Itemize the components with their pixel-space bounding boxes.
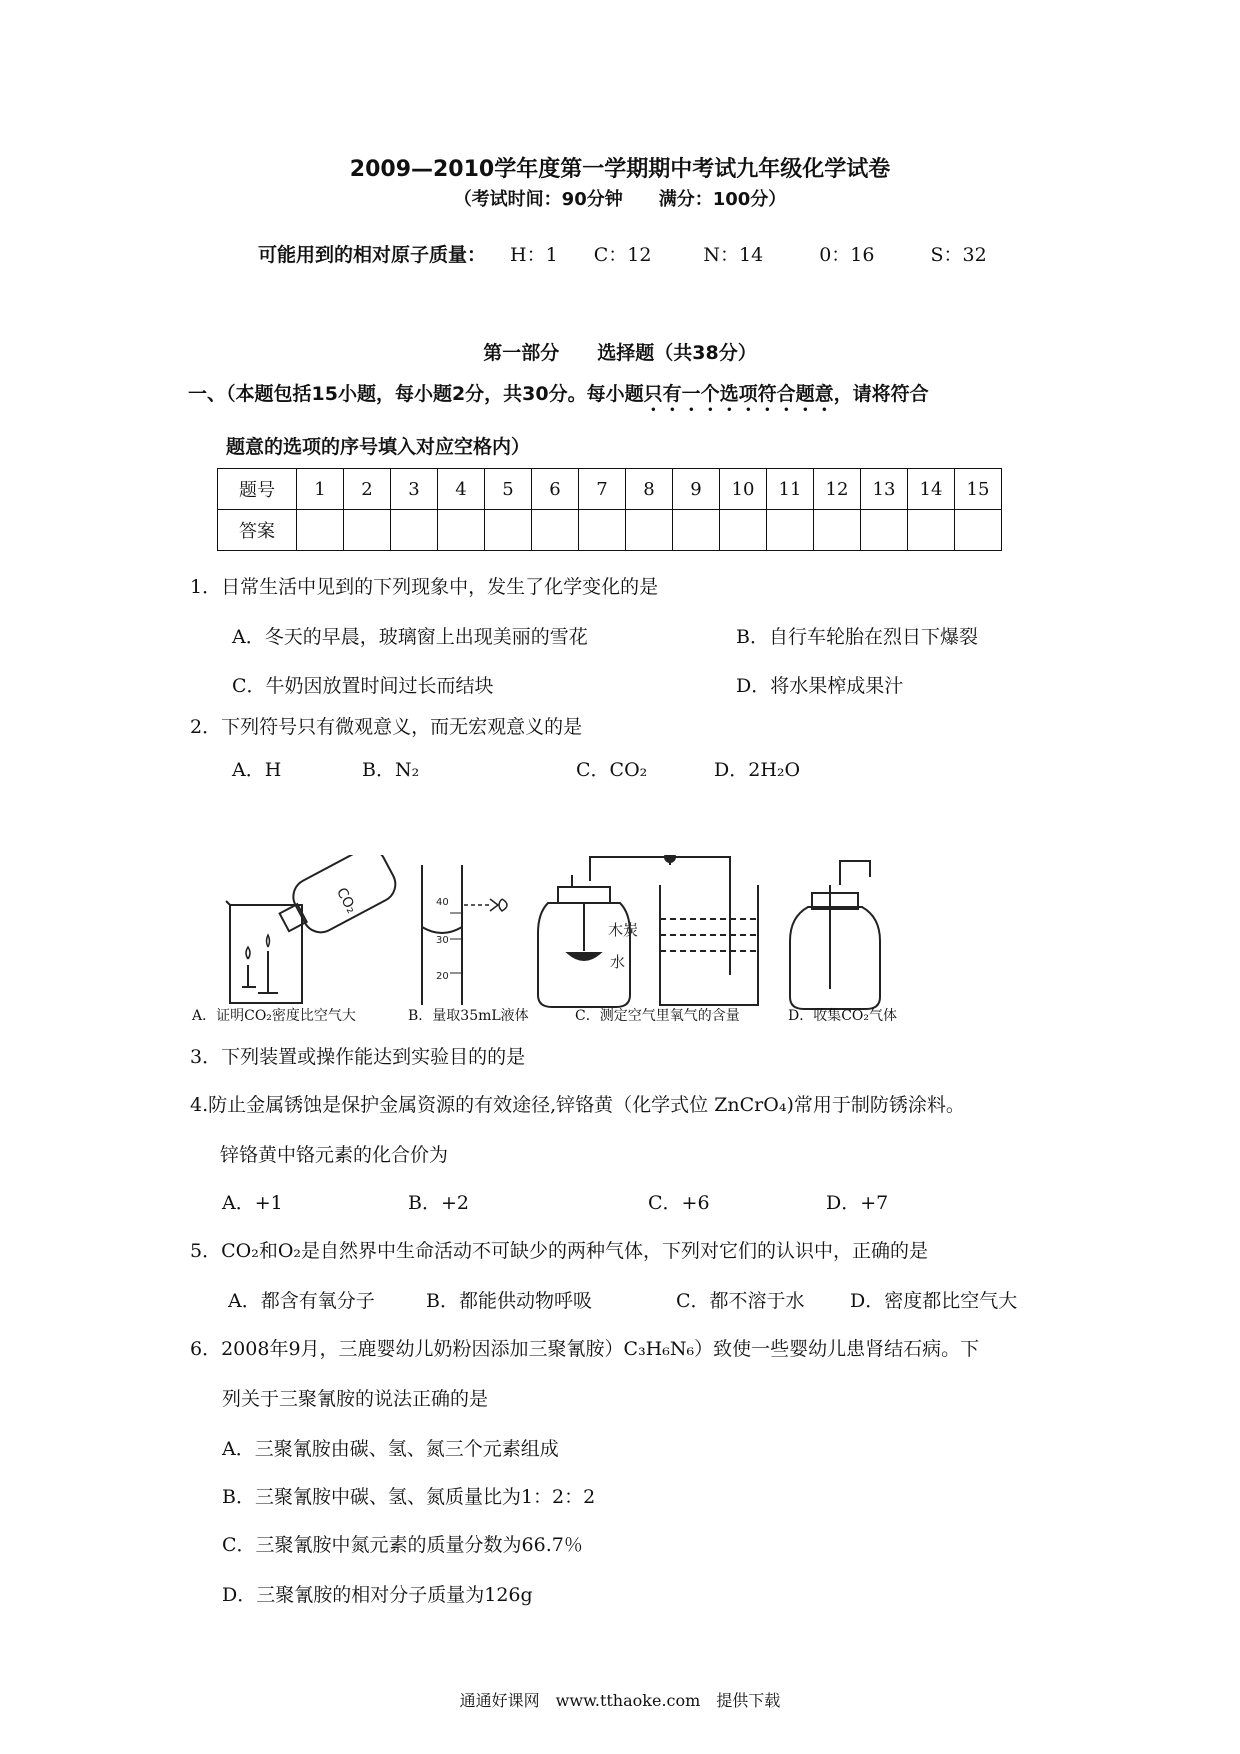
answer-cell[interactable] bbox=[767, 510, 814, 551]
answer-cell[interactable] bbox=[485, 510, 532, 551]
section-instruction-line2: 题意的选项的序号填入对应空格内） bbox=[226, 436, 531, 458]
figure-caption-b: B．量取35mL液体 bbox=[408, 1008, 529, 1024]
exam-title: 2009—2010学年度第一学期期中考试九年级化学试卷 bbox=[349, 157, 891, 182]
atomic-mass-o: 0：16 bbox=[819, 244, 875, 266]
question-number-cell: 14 bbox=[908, 469, 955, 510]
answer-cell[interactable] bbox=[391, 510, 438, 551]
atomic-mass-n: N：14 bbox=[703, 244, 764, 266]
question-number-cell: 13 bbox=[861, 469, 908, 510]
question-6-option-b: B．三聚氰胺中碳、氢、氮质量比为1：2：2 bbox=[222, 1486, 596, 1508]
figure-caption-c: C．测定空气里氧气的含量 bbox=[575, 1008, 740, 1024]
co2-bottle-label: CO₂ bbox=[332, 885, 360, 917]
answer-cell[interactable] bbox=[438, 510, 485, 551]
answer-table-answer-row bbox=[218, 510, 1002, 551]
page-footer: 通通好课网 www.tthaoke.com 提供下载 bbox=[459, 1691, 781, 1710]
figure-caption-d: D．收集CO₂气体 bbox=[788, 1008, 898, 1024]
answer-cell[interactable] bbox=[344, 510, 391, 551]
question-number-cell: 5 bbox=[485, 469, 532, 510]
carbon-label: 木炭 bbox=[608, 921, 639, 939]
question-number-cell: 2 bbox=[344, 469, 391, 510]
question-2-stem: 2．下列符号只有微观意义，而无宏观意义的是 bbox=[190, 716, 583, 738]
atomic-mass-s: S：32 bbox=[930, 244, 987, 266]
question-4-line-1: 4.防止金属锈蚀是保护金属资源的有效途径,锌铬黄（化学式位 ZnCrO₄)常用于制防锈涂料。 bbox=[190, 1094, 965, 1116]
question-number-cell: 11 bbox=[767, 469, 814, 510]
atomic-masses-line bbox=[258, 240, 987, 267]
answer-cell[interactable] bbox=[955, 510, 1002, 551]
question-number-cell: 8 bbox=[626, 469, 673, 510]
instruction-emphasis: 只有一个选项符合题意 bbox=[643, 383, 834, 405]
question-2-option-a: A．H bbox=[232, 759, 282, 781]
figure-a-co2-pour-apparatus bbox=[226, 855, 402, 1003]
question-2-option-c: C．CO₂ bbox=[576, 759, 648, 781]
question-1-stem: 1．日常生活中见到的下列现象中，发生了化学变化的是 bbox=[190, 576, 659, 598]
question-number-cell: 1 bbox=[297, 469, 344, 510]
atomic-masses-label: 可能用到的相对原子质量： bbox=[258, 244, 487, 266]
answer-cell[interactable] bbox=[532, 510, 579, 551]
question-number-cell: 9 bbox=[673, 469, 720, 510]
question-1-option-c: C．牛奶因放置时间过长而结块 bbox=[232, 675, 494, 697]
question-number-cell: 7 bbox=[579, 469, 626, 510]
question-5-stem: 5．CO₂和O₂是自然界中生命活动不可缺少的两种气体，下列对它们的认识中，正确的是 bbox=[190, 1240, 929, 1262]
question-1-option-d: D．将水果榨成果汁 bbox=[736, 675, 904, 697]
experiment-figures bbox=[190, 855, 950, 1015]
question-6-option-c: C．三聚氰胺中氮元素的质量分数为66.7％ bbox=[222, 1534, 583, 1556]
atomic-mass-h: H：1 bbox=[510, 244, 558, 266]
question-number-cell: 15 bbox=[955, 469, 1002, 510]
scale-label-30: 30 bbox=[436, 935, 449, 946]
question-5-option-d: D．密度都比空气大 bbox=[850, 1290, 1018, 1312]
answer-cell[interactable] bbox=[673, 510, 720, 551]
exam-subtitle: （考试时间：90分钟 满分：100分） bbox=[453, 189, 787, 210]
figure-b-graduated-cylinder bbox=[422, 865, 507, 1005]
table-row-label: 题号 bbox=[218, 469, 297, 510]
part-heading: 第一部分 选择题（共38分） bbox=[483, 342, 757, 364]
question-5-option-c: C．都不溶于水 bbox=[676, 1290, 805, 1312]
section-instruction bbox=[188, 379, 929, 416]
answer-table bbox=[217, 468, 1002, 551]
question-number-cell: 10 bbox=[720, 469, 767, 510]
answer-cell[interactable] bbox=[720, 510, 767, 551]
question-4-option-a: A．+1 bbox=[222, 1192, 283, 1214]
atomic-mass-c: C：12 bbox=[593, 244, 652, 266]
figure-caption-a: A．证明CO₂密度比空气大 bbox=[192, 1008, 356, 1024]
question-1-option-a: A．冬天的早晨，玻璃窗上出现美丽的雪花 bbox=[232, 626, 588, 648]
question-4-option-b: B．+2 bbox=[408, 1192, 469, 1214]
instruction-end: ，请将符合 bbox=[833, 383, 929, 405]
question-number-cell: 3 bbox=[391, 469, 438, 510]
question-5-option-a: A．都含有氧分子 bbox=[228, 1290, 375, 1312]
question-4-line-2: 锌铬黄中铬元素的化合价为 bbox=[220, 1144, 449, 1166]
question-6-option-a: A．三聚氰胺由碳、氢、氮三个元素组成 bbox=[222, 1438, 559, 1460]
question-6-line-1: 6．2008年9月，三鹿婴幼儿奶粉因添加三聚氰胺）C₃H₆N₆）致使一些婴幼儿患肾结石病。下 bbox=[190, 1338, 980, 1360]
table-row-label: 答案 bbox=[218, 510, 297, 551]
question-2-option-d: D．2H₂O bbox=[714, 759, 801, 781]
instruction-start: 一、（本题包括15小题，每小题2分，共30分。每小题 bbox=[188, 383, 644, 405]
question-5-option-b: B．都能供动物呼吸 bbox=[426, 1290, 592, 1312]
scale-label-40: 40 bbox=[436, 897, 449, 908]
answer-cell[interactable] bbox=[861, 510, 908, 551]
question-1-option-b: B．自行车轮胎在烈日下爆裂 bbox=[736, 626, 978, 648]
question-4-option-c: C．+6 bbox=[648, 1192, 710, 1214]
question-number-cell: 4 bbox=[438, 469, 485, 510]
scale-label-20: 20 bbox=[436, 971, 449, 982]
answer-cell[interactable] bbox=[297, 510, 344, 551]
answer-cell[interactable] bbox=[626, 510, 673, 551]
question-number-cell: 6 bbox=[532, 469, 579, 510]
figure-c-oxygen-measurement bbox=[538, 855, 758, 1007]
figure-d-gas-collection-bottle bbox=[790, 861, 880, 1009]
answer-cell[interactable] bbox=[579, 510, 626, 551]
answer-cell[interactable] bbox=[814, 510, 861, 551]
question-number-cell: 12 bbox=[814, 469, 861, 510]
question-6-option-d: D．三聚氰胺的相对分子质量为126g bbox=[222, 1584, 533, 1606]
answer-table-number-row bbox=[218, 469, 1002, 510]
question-2-option-b: B．N₂ bbox=[362, 759, 420, 781]
question-6-line-2: 列关于三聚氰胺的说法正确的是 bbox=[222, 1388, 489, 1410]
question-3-stem: 3．下列装置或操作能达到实验目的的是 bbox=[190, 1046, 526, 1068]
answer-cell[interactable] bbox=[908, 510, 955, 551]
question-4-option-d: D．+7 bbox=[826, 1192, 889, 1214]
water-label: 水 bbox=[610, 953, 626, 971]
